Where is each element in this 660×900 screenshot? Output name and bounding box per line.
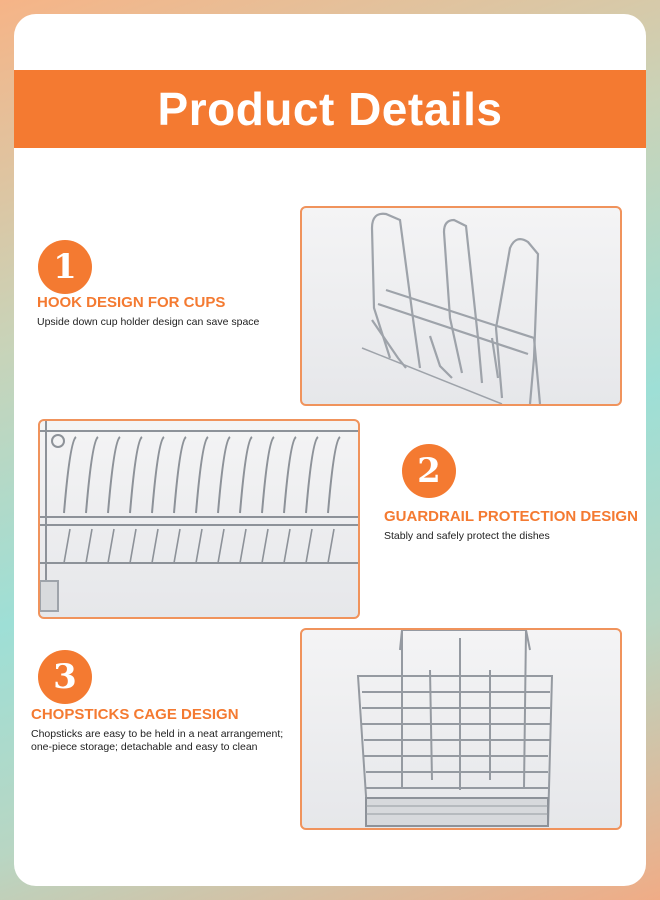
chopsticks-cage-photo: [300, 628, 622, 830]
feature-description-3: Chopsticks are easy to be held in a neat arrangement; one-piece storage; detachable and easy to clean: [31, 728, 284, 753]
feature-title-1: HOOK DESIGN FOR CUPS: [37, 294, 226, 311]
chopsticks-cage-illustration: [302, 630, 620, 828]
header-banner: [14, 70, 646, 148]
cup-hook-photo: [300, 206, 622, 406]
feature-number-badge-1: 1: [38, 240, 92, 294]
dish-rack-photo: [38, 419, 360, 619]
feature-title-3: CHOPSTICKS CAGE DESIGN: [31, 706, 239, 723]
dish-rack-illustration: [40, 421, 358, 617]
feature-description-1: Upside down cup holder design can save space: [37, 316, 260, 328]
feature-number-badge-2: 2: [402, 444, 456, 498]
page-title: Product Details: [157, 83, 503, 135]
product-details-card: [14, 14, 646, 886]
cup-hook-illustration: [302, 208, 620, 404]
feature-title-2: GUARDRAIL PROTECTION DESIGN: [384, 508, 638, 525]
feature-description-2: Stably and safely protect the dishes: [384, 530, 550, 542]
feature-number-badge-3: 3: [38, 650, 92, 704]
